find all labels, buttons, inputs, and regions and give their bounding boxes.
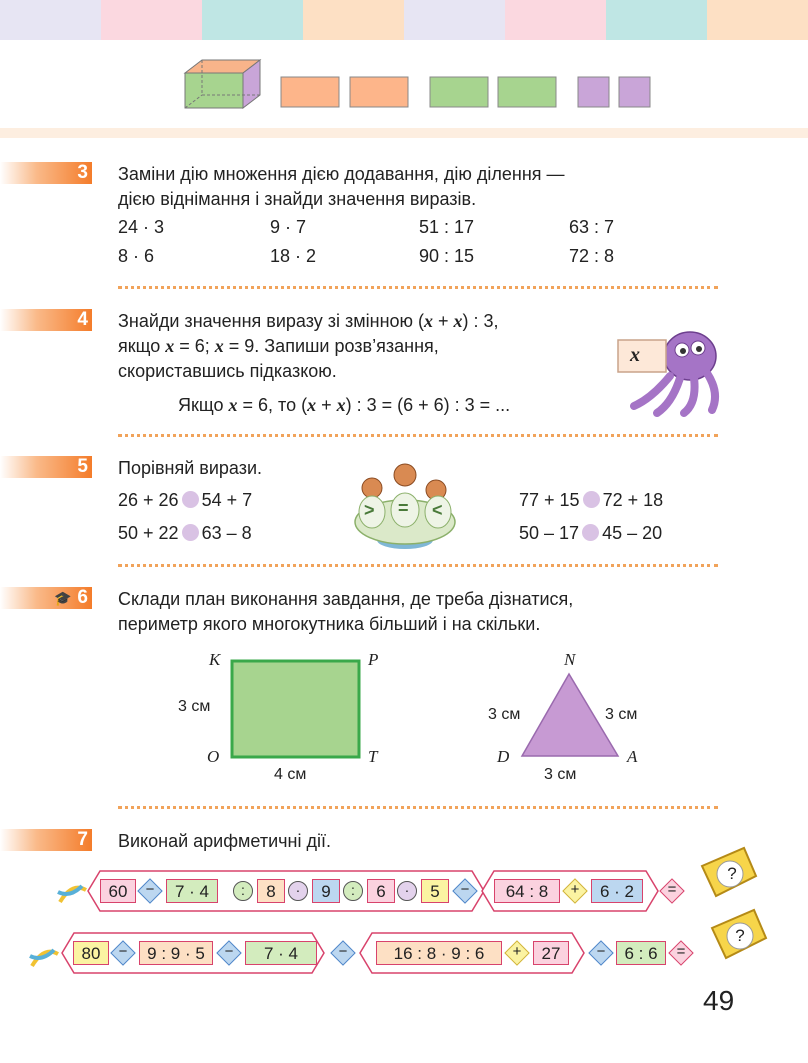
answer-question[interactable]: ? bbox=[727, 864, 737, 883]
operator-plus: + bbox=[570, 881, 580, 898]
task5-compare-row: 50 – 17 45 – 20 bbox=[519, 523, 663, 543]
page-number: 49 bbox=[703, 985, 735, 1016]
value-box[interactable]: 6 · 2 bbox=[591, 879, 643, 903]
task3-expression: 90 : 15 bbox=[419, 246, 475, 266]
rectangle-KPTO bbox=[228, 657, 364, 761]
vertex-T: T bbox=[368, 747, 378, 766]
value-box[interactable]: 9 : 9 · 5 bbox=[139, 941, 213, 965]
value-box[interactable]: 16 : 8 · 9 : 6 bbox=[376, 941, 502, 965]
sign-greater: > bbox=[364, 500, 375, 520]
tri-left-length: 3 см bbox=[488, 706, 521, 723]
task6-line2: периметр якого многокутника більший і на скільки. bbox=[118, 614, 541, 634]
task5-compare-row: 77 + 15 72 + 18 bbox=[519, 490, 664, 510]
tri-bottom-length: 3 см bbox=[544, 766, 577, 783]
vertex-A: A bbox=[627, 747, 638, 766]
operator-divide: : bbox=[233, 881, 253, 901]
value-box[interactable]: 64 : 8 bbox=[494, 879, 560, 903]
top-color-strip bbox=[0, 0, 808, 40]
operator-minus: − bbox=[145, 881, 155, 898]
value-box[interactable]: 8 bbox=[257, 879, 285, 903]
value-box[interactable]: 80 bbox=[73, 941, 109, 965]
compare-circle[interactable] bbox=[583, 491, 600, 508]
cuboid-icon bbox=[185, 60, 260, 108]
value-box[interactable]: 9 bbox=[312, 879, 340, 903]
tri-right-length: 3 см bbox=[605, 706, 638, 723]
value-box[interactable]: 6 : 6 bbox=[616, 941, 666, 965]
vertex-D: D bbox=[497, 747, 510, 766]
vertex-P: P bbox=[368, 650, 379, 669]
task-number-4: 4 bbox=[0, 309, 92, 331]
vertex-N: N bbox=[564, 650, 576, 669]
task3-expression: 24 · 3 bbox=[118, 217, 165, 237]
rect-bottom-length: 4 см bbox=[274, 766, 307, 783]
task-number-6: 🎓 6 bbox=[0, 587, 92, 609]
divider bbox=[118, 806, 718, 809]
vertex-K: K bbox=[209, 650, 221, 669]
task4-hint: Якщо x = 6, то (x + x) : 3 = (6 + 6) : 3 = ... bbox=[178, 395, 511, 415]
rect-side-length: 3 см bbox=[178, 698, 211, 715]
compare-circle[interactable] bbox=[182, 524, 199, 541]
vertex-O: O bbox=[207, 747, 220, 766]
value-box[interactable]: 7 · 4 bbox=[245, 941, 317, 965]
header-band bbox=[0, 128, 808, 138]
operator-multiply: · bbox=[288, 881, 308, 901]
operator-plus: + bbox=[512, 943, 522, 960]
operator-equals: = bbox=[667, 881, 677, 898]
task3-line2: дією віднімання і знайди значення виразів. bbox=[118, 189, 477, 209]
kite-tail-icon bbox=[24, 936, 64, 976]
value-box[interactable]: 27 bbox=[533, 941, 569, 965]
sign-less: < bbox=[432, 500, 443, 520]
operator-minus: − bbox=[596, 943, 606, 960]
compare-circle[interactable] bbox=[582, 524, 599, 541]
operator-multiply: · bbox=[397, 881, 417, 901]
answer-question[interactable]: ? bbox=[735, 926, 745, 945]
octopus-illustration bbox=[612, 318, 722, 418]
operator-minus: − bbox=[460, 881, 470, 898]
graduation-cap-icon: 🎓 bbox=[53, 590, 72, 606]
value-box[interactable]: 6 bbox=[367, 879, 395, 903]
task3-expression: 72 : 8 bbox=[569, 246, 615, 266]
task3-expression: 8 · 6 bbox=[118, 246, 155, 266]
task3-expression: 63 : 7 bbox=[569, 217, 615, 237]
task5-compare-row: 50 + 22 63 – 8 bbox=[118, 523, 252, 543]
value-box[interactable]: 5 bbox=[421, 879, 449, 903]
compare-circle[interactable] bbox=[182, 491, 199, 508]
task3-line1: Заміни дію множення дією додавання, дію ділення — bbox=[118, 164, 565, 184]
task-number-3: 3 bbox=[0, 162, 92, 184]
task4-line2: якщо x = 6; x = 9. Запиши розв’язання, bbox=[118, 336, 439, 356]
divider bbox=[118, 286, 718, 289]
operator-minus: − bbox=[224, 943, 234, 960]
divider bbox=[118, 434, 718, 437]
sign-equal: = bbox=[398, 498, 409, 518]
task4-line1: Знайди значення виразу зі змінною (x + x) : 3, bbox=[118, 311, 499, 331]
divider bbox=[118, 564, 718, 567]
octopus-card-label: x bbox=[630, 344, 640, 366]
task3-expression: 18 · 2 bbox=[270, 246, 317, 266]
task4-line3: скориставшись підказкою. bbox=[118, 361, 337, 381]
task3-expression: 51 : 17 bbox=[419, 217, 475, 237]
operator-divide: : bbox=[343, 881, 363, 901]
operator-minus: − bbox=[118, 943, 128, 960]
task-number-5: 5 bbox=[0, 456, 92, 478]
task3-expression: 9 · 7 bbox=[270, 217, 307, 237]
task7-line1: Виконай арифметичні дії. bbox=[118, 831, 331, 851]
value-box[interactable]: 7 · 4 bbox=[166, 879, 218, 903]
operator-minus: − bbox=[338, 943, 348, 960]
value-box[interactable]: 60 bbox=[100, 879, 136, 903]
task5-compare-row: 26 + 26 54 + 7 bbox=[118, 490, 253, 510]
operator-equals: = bbox=[676, 943, 686, 960]
task5-line1: Порівняй вирази. bbox=[118, 458, 263, 478]
task-number-7: 7 bbox=[0, 829, 92, 851]
task6-line1: Склади план виконання завдання, де треба дізнатися, bbox=[118, 589, 574, 609]
header-shapes bbox=[180, 55, 660, 115]
